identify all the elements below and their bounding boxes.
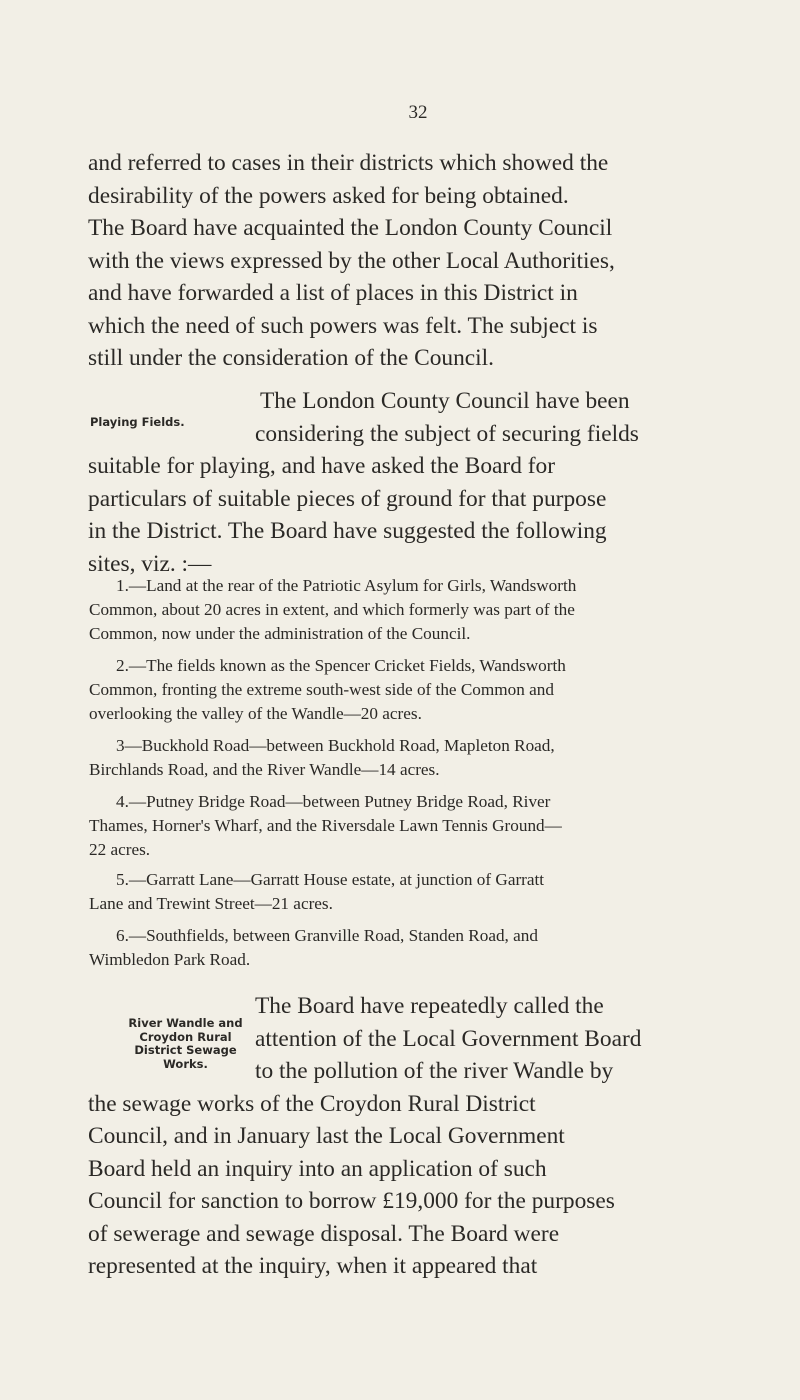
text-line: suitable for playing, and have asked the Board for [88, 453, 556, 479]
site-item [89, 654, 770, 727]
side-note-line: River Wandle and [128, 1016, 243, 1030]
text-line: Board held an inquiry into an application of such [88, 1155, 547, 1182]
text-line: Wimbledon Park Road. [89, 950, 251, 970]
text-line: desirability of the powers asked for being obtained. [88, 182, 569, 209]
site-item [89, 924, 770, 972]
text-line: Common, about 20 acres in extent, and which formerly was part of the [89, 600, 575, 620]
text-line: 2.—The fields known as the Spencer Cricket Fields, Wandsworth [116, 656, 566, 675]
site-item [89, 734, 770, 782]
side-note-playing-fields: Playing Fields. [90, 415, 185, 429]
text-line: and have forwarded a list of places in this District in [88, 280, 578, 306]
text-line: particulars of suitable pieces of ground for that purpose [88, 485, 607, 512]
paragraph-river-wandle [88, 990, 769, 1283]
text-line: Common, fronting the extreme south-west side of the Common and [89, 680, 554, 700]
text-line: which the need of such powers was felt. The subject is [88, 312, 598, 339]
text-line: in the District. The Board have suggested the following [88, 518, 607, 544]
text-line: Council, and in January last the Local Government [88, 1123, 565, 1149]
text-line: The Board have repeatedly called the [255, 993, 604, 1019]
text-line: Thames, Horner's Wharf, and the Riversdale Lawn Tennis Ground— [89, 816, 562, 836]
text-line: considering the subject of securing fields [255, 420, 639, 447]
text-line: the sewage works of the Croydon Rural District [88, 1090, 536, 1117]
text-line: The Board have acquainted the London County Council [88, 215, 613, 241]
text-line: to the pollution of the river Wandle by [255, 1058, 614, 1084]
text-line: and referred to cases in their districts which showed the [88, 150, 609, 176]
text-line: Council for sanction to borrow £19,000 for the purposes [88, 1188, 615, 1214]
paragraph-playing-fields [88, 385, 769, 580]
text-line: overlooking the valley of the Wandle—20 acres. [89, 704, 422, 724]
text-line: of sewerage and sewage disposal. The Board were [88, 1220, 560, 1247]
text-line: Birchlands Road, and the River Wandle—14 acres. [89, 760, 440, 780]
text-line: with the views expressed by the other Local Authorities, [88, 247, 615, 274]
text-line: 5.—Garratt Lane—Garratt House estate, at junction of Garratt [116, 870, 545, 889]
text-line: represented at the inquiry, when it appeared that [88, 1253, 538, 1279]
text-line: sites, viz. :— [88, 550, 212, 577]
text-line: The London County Council have been [260, 388, 630, 414]
text-line: 1.—Land at the rear of the Patriotic Asylum for Girls, Wandsworth [116, 576, 577, 595]
side-note-line: District Sewage [134, 1043, 237, 1057]
site-item [89, 574, 770, 647]
side-note-line: Croydon Rural [139, 1029, 232, 1044]
site-item [89, 868, 770, 916]
text-line: still under the consideration of the Council. [88, 345, 495, 371]
site-item [89, 790, 770, 863]
text-line: 4.—Putney Bridge Road—between Putney Bridge Road, River [116, 792, 551, 811]
text-line: Lane and Trewint Street—21 acres. [89, 894, 333, 914]
text-line: 6.—Southfields, between Granville Road, Standen Road, and [116, 926, 538, 945]
text-line: attention of the Local Government Board [255, 1025, 642, 1052]
text-line: 3—Buckhold Road—between Buckhold Road, Mapleton Road, [116, 736, 555, 755]
paragraph-referred-cases [88, 147, 769, 375]
page-number: 32 [408, 102, 428, 123]
text-line: Common, now under the administration of the Council. [89, 624, 471, 644]
side-note-line: Works. [163, 1056, 208, 1071]
text-line: 22 acres. [89, 840, 151, 860]
